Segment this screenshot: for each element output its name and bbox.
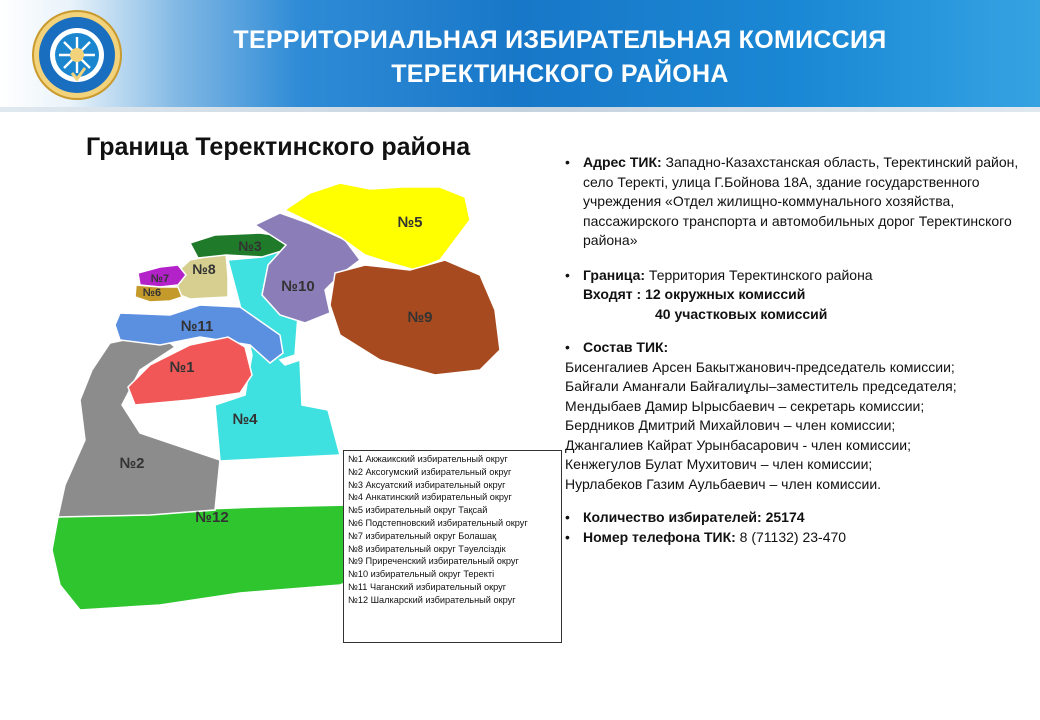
- district-label-7: №7: [150, 273, 170, 285]
- header-title-line-1: ТЕРРИТОРИАЛЬНАЯ ИЗБИРАТЕЛЬНАЯ КОМИССИЯ: [233, 26, 887, 54]
- district-label-1: №1: [169, 359, 195, 376]
- legend-item: №5 избирательный округ Тақсай: [348, 505, 488, 516]
- member-line: Бердников Дмитрий Михайлович – член комиссии;: [565, 417, 896, 433]
- legend-item: №2 Аксогумский избирательный округ: [348, 466, 512, 477]
- legend-item: №6 Подстепновский избирательный округ: [348, 517, 528, 528]
- district-label-8: №8: [192, 261, 216, 277]
- phone-label: Номер телефона ТИК:: [583, 528, 736, 545]
- phone-item: [565, 528, 1030, 548]
- includes-line-2: 40 участковых комиссий: [655, 305, 828, 322]
- includes-line-1: Входят : 12 окружных комиссий: [583, 286, 806, 302]
- info-panel: [565, 153, 1030, 547]
- district-label-10: №10: [281, 278, 315, 295]
- election-commission-emblem: [32, 10, 122, 100]
- address-text: Западно-Казахстанская область, Теректинский район, село Теректі, улица Г.Бойнова 18А, здание государственного учреждения «Отдел жилищно-коммунального хозяйства, пассажирского транспорта и автомобильных дорог Теректинского района»: [583, 154, 1019, 248]
- member-line: Нурлабеков Газим Аульбаевич – член комиссии.: [565, 475, 882, 492]
- member-line: Кенжегулов Булат Мухитович – член комиссии;: [565, 456, 873, 472]
- district-label-12: №12: [195, 509, 229, 526]
- member-line: Джангалиев Кайрат Урынбасарович - член комиссии;: [565, 436, 911, 453]
- member-line: Мендыбаев Дамир Ырысбаевич – секретарь комиссии;: [565, 397, 925, 414]
- legend-item: №9 Приреченский избирательный округ: [348, 556, 519, 567]
- district-legend: [343, 450, 562, 643]
- phone-value: 8 (71132) 23-470: [739, 528, 847, 545]
- member-line: Бисенгалиев Арсен Бакытжанович-председатель комиссии;: [565, 358, 955, 375]
- map-title: Граница Теректинского района: [86, 133, 471, 161]
- district-label-6: №6: [142, 287, 162, 299]
- legend-item: №8 избирательный округ Тәуелсіздік: [348, 543, 506, 554]
- legend-item: №10 избирательный округ Теректі: [348, 569, 495, 580]
- legend-item: №3 Аксуатский избирательный округ: [348, 479, 506, 490]
- legend-item: №11 Чаганский избирательный округ: [348, 581, 507, 592]
- district-label-2: №2: [119, 455, 145, 472]
- legend-item: №12 Шалкарский избирательный округ: [348, 594, 516, 605]
- address-item: [565, 153, 1030, 251]
- border-text: Территория Теректинского района: [648, 266, 873, 283]
- header-title-line-2: ТЕРЕКТИНСКОГО РАЙОНА: [391, 60, 729, 88]
- district-label-3: №3: [238, 238, 262, 254]
- address-label: Адрес ТИК:: [583, 154, 662, 170]
- border-item: [565, 266, 1030, 286]
- district-label-9: №9: [407, 309, 433, 326]
- border-label: Граница:: [583, 266, 646, 283]
- composition-label: • Состав ТИК:: [565, 338, 1030, 358]
- legend-item: №7 избирательный округ Болашақ: [348, 530, 497, 541]
- district-label-5: №5: [397, 214, 423, 231]
- district-label-11: №11: [180, 318, 214, 335]
- member-line: Байғали Аманғали Байғалиұлы–заместитель председателя;: [565, 378, 957, 394]
- district-label-4: №4: [232, 411, 258, 428]
- voters-count: • Количество избирателей: 25174: [565, 508, 1030, 528]
- legend-item: №4 Анкатинский избирательный округ: [348, 492, 512, 503]
- header-divider: [0, 107, 1040, 112]
- legend-item: №1 Акжаикский избирательный округ: [348, 454, 508, 464]
